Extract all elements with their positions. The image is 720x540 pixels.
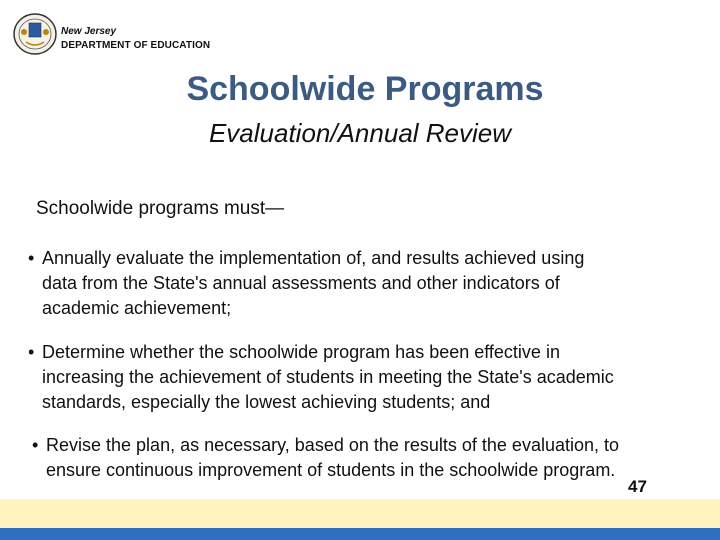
slide-title: Schoolwide Programs bbox=[186, 70, 544, 108]
bullet-icon: • bbox=[28, 342, 35, 362]
footer-band bbox=[0, 499, 720, 528]
department-name: DEPARTMENT OF EDUCATION bbox=[61, 40, 211, 51]
bullet-line: increasing the achievement of students in meeting the State's academic bbox=[42, 367, 614, 387]
bullet-item bbox=[28, 246, 702, 321]
bullet-icon: • bbox=[32, 435, 39, 455]
bullet-line: standards, especially the lowest achieving students; and bbox=[42, 392, 491, 412]
bullet-icon: • bbox=[28, 248, 35, 268]
slide-subtitle: Evaluation/Annual Review bbox=[208, 118, 512, 148]
page-number: 47 bbox=[628, 477, 647, 496]
bullet-line: Determine whether the schoolwide program has been effective in bbox=[42, 342, 560, 362]
bullet-item bbox=[28, 340, 702, 415]
bullet-line: Annually evaluate the implementation of, and results achieved using bbox=[42, 248, 585, 268]
state-seal-icon bbox=[12, 12, 58, 56]
intro-text: Schoolwide programs must— bbox=[36, 198, 285, 219]
bullet-line: ensure continuous improvement of students in the schoolwide program. bbox=[46, 460, 616, 480]
bullet-item bbox=[32, 433, 706, 483]
bullet-line: Revise the plan, as necessary, based on the results of the evaluation, to bbox=[46, 435, 620, 455]
bullet-line: data from the State's annual assessments and other indicators of bbox=[42, 273, 560, 293]
bullet-line: academic achievement; bbox=[42, 298, 232, 318]
organization-name bbox=[61, 25, 210, 53]
state-name: New Jersey bbox=[61, 26, 117, 37]
footer-bar bbox=[0, 528, 720, 540]
